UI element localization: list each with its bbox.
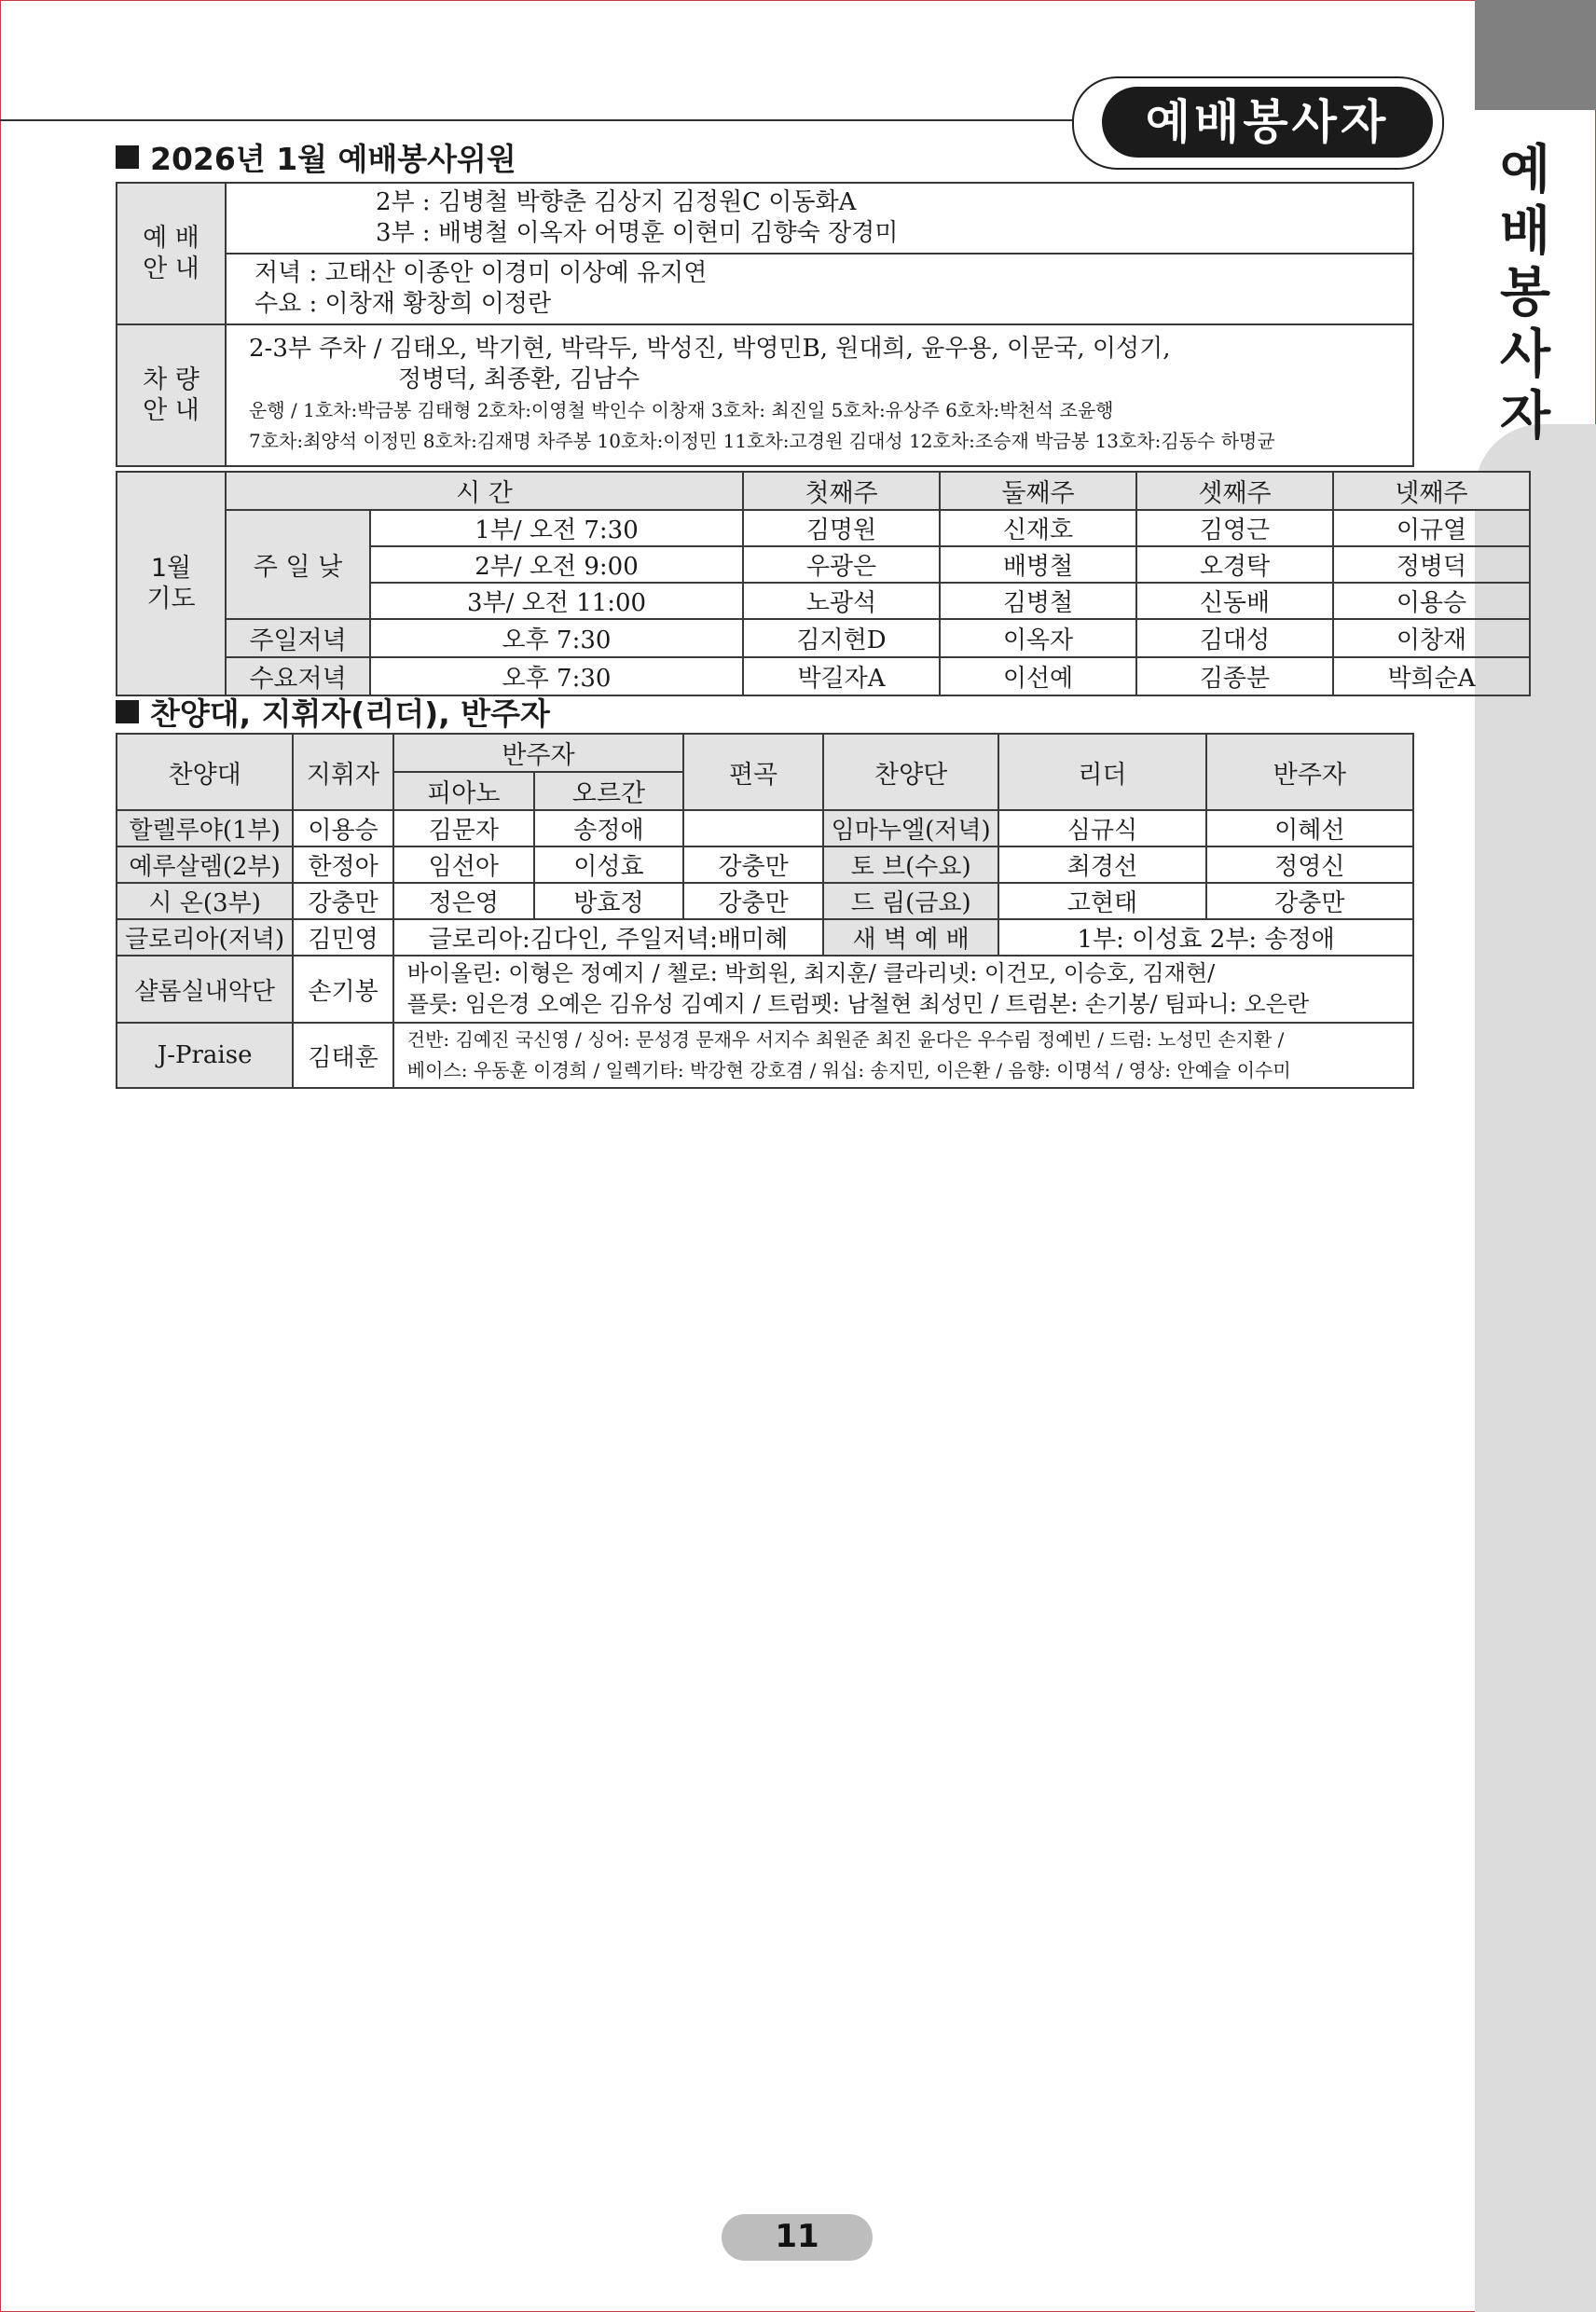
side-tab-char: 봉 — [1499, 263, 1551, 323]
parking-line: 정병덕, 최종환, 김남수 — [398, 365, 640, 393]
side-tab-label — [1488, 140, 1562, 447]
dawn-service-accompanists: 1부: 이성효 2부: 송정애 — [998, 919, 1413, 956]
prayer-name: 김종분 — [1136, 657, 1333, 695]
piano-name: 정은영 — [393, 883, 534, 919]
operation-line: 7호차:최양석 이정민 8호차:김재명 차주봉 10호차:이정민 11호차:고경원 김대성 12호차:조승재 박금봉 13호차:김동수 하명균 — [249, 430, 1275, 452]
prayer-time: 오후 7:30 — [370, 657, 743, 695]
side-tab-char: 예 — [1499, 140, 1551, 200]
prayer-header-week3: 셋째주 — [1136, 472, 1333, 510]
parking-line: 2-3부 주차 / 김태오, 박기현, 박락두, 박성진, 박영민B, 원대희, 윤우용, 이문국, 이성기, — [249, 335, 1171, 363]
header-accompanist: 반주자 — [393, 734, 683, 772]
prayer-header-week2: 둘째주 — [940, 472, 1136, 510]
choir-name: 시 온(3부) — [117, 883, 293, 919]
header-conductor: 지휘자 — [293, 734, 393, 810]
section-title: 2026년 1월 예배봉사위원 — [150, 141, 516, 177]
page-number-badge — [722, 2214, 873, 2261]
prayer-name: 김지현D — [743, 619, 940, 657]
choir-name: 예루살렘(2부) — [117, 846, 293, 883]
page-title: 예배봉사자 — [1102, 87, 1433, 158]
worship-vehicle-table — [116, 182, 1414, 467]
prayer-name: 우광은 — [743, 546, 940, 583]
side-tab-char: 사 — [1499, 324, 1551, 385]
conductor-name: 강충만 — [293, 883, 393, 919]
prayer-table — [116, 471, 1531, 696]
arranger-name: 강충만 — [683, 846, 823, 883]
prayer-header-time: 시 간 — [226, 472, 743, 510]
table-row — [117, 810, 1413, 846]
jpraise-members: 건반: 김예진 국신영 / 싱어: 문성경 문재우 서지수 최원준 최진 윤다은 우수림 정예빈 / 드럼: 노성민 손지환 / 베이스: 우동훈 이경희 / 일렉기타: 박강현 강호겸 / 워십: 송지민, 이은환 / 음향: 이명석 / 영상: 안예슬 이수미 — [393, 1023, 1413, 1088]
header-arranger: 편곡 — [683, 734, 823, 810]
vehicle-guide-cell — [226, 324, 1413, 466]
operation-line: 운행 / 1호차:박금봉 김태형 2호차:이영철 박인수 이창재 3호차: 최진일 5호차:유상주 6호차:박천석 조윤행 — [249, 399, 1114, 421]
prayer-name: 배병철 — [940, 546, 1136, 583]
arranger-name: 강충만 — [683, 883, 823, 919]
header-team-accompanist: 반주자 — [1206, 734, 1413, 810]
prayer-name: 김영근 — [1136, 510, 1333, 546]
jpraise-name: J-Praise — [117, 1023, 293, 1088]
prayer-name: 오경탁 — [1136, 546, 1333, 583]
arranger-name — [683, 810, 823, 846]
side-tab-strip — [1475, 424, 1596, 2312]
page-number: 11 — [775, 2218, 819, 2255]
conductor-name: 김민영 — [293, 919, 393, 956]
team-accompanist-name: 이혜선 — [1206, 810, 1413, 846]
section-title: 찬양대, 지휘자(리더), 반주자 — [150, 695, 550, 732]
table-row — [117, 883, 1413, 919]
evening-staff: 저녁 : 고태산 이종안 이경미 이상예 유지연 — [255, 259, 708, 287]
praise-team-name: 토 브(수요) — [823, 846, 998, 883]
header-piano: 피아노 — [393, 772, 534, 810]
jpraise-leader: 김태훈 — [293, 1023, 393, 1088]
bullet-square-icon — [116, 700, 139, 723]
prayer-name: 이옥자 — [940, 619, 1136, 657]
vehicle-guide-label: 차 량 안 내 — [117, 324, 226, 466]
prayer-name: 박희순A — [1333, 657, 1530, 695]
leader-name: 심규식 — [998, 810, 1205, 846]
piano-name: 김문자 — [393, 810, 534, 846]
leader-name: 최경선 — [998, 846, 1205, 883]
table-row — [117, 956, 1413, 1023]
table-row — [117, 510, 1530, 546]
prayer-name: 이선예 — [940, 657, 1136, 695]
side-tab-char: 배 — [1499, 201, 1551, 262]
gloria-accompanists: 글로리아:김다인, 주일저녁:배미혜 — [393, 919, 823, 956]
prayer-time: 1부/ 오전 7:30 — [370, 510, 743, 546]
bullet-square-icon — [116, 145, 139, 169]
prayer-name: 신재호 — [940, 510, 1136, 546]
chamber-members: 바이올린: 이형은 정예지 / 첼로: 박희원, 최지훈/ 클라리넷: 이건모, 이승호, 김재현/ 플룻: 임은경 오예은 김유성 김예지 / 트럼펫: 남철현 최성민 / 트럼본: 손기봉/ 팀파니: 오은란 — [393, 956, 1413, 1023]
organ-name: 방효정 — [534, 883, 683, 919]
table-row — [117, 619, 1530, 657]
prayer-month-label: 1월 기도 — [117, 472, 226, 695]
side-tab-top — [1475, 0, 1596, 110]
worship-guide-label: 예 배 안 내 — [117, 183, 226, 324]
prayer-header-week4: 넷째주 — [1333, 472, 1530, 510]
section-heading-committee — [116, 135, 516, 179]
chamber-conductor: 손기봉 — [293, 956, 393, 1023]
evening-staff-cell — [226, 254, 1413, 324]
header-organ: 오르간 — [534, 772, 683, 810]
team-accompanist-name: 강충만 — [1206, 883, 1413, 919]
prayer-header-week1: 첫째주 — [743, 472, 940, 510]
leader-name: 고현태 — [998, 883, 1205, 919]
prayer-name: 정병덕 — [1333, 546, 1530, 583]
team-accompanist-name: 정영신 — [1206, 846, 1413, 883]
dawn-service-label: 새 벽 예 배 — [823, 919, 998, 956]
prayer-name: 이창재 — [1333, 619, 1530, 657]
sunday-day-label: 주 일 낮 — [226, 510, 370, 619]
prayer-row-label: 수요저녁 — [226, 657, 370, 695]
conductor-name: 이용승 — [293, 810, 393, 846]
prayer-name: 김명원 — [743, 510, 940, 546]
chamber-ensemble-name: 샬롬실내악단 — [117, 956, 293, 1023]
prayer-time: 오후 7:30 — [370, 619, 743, 657]
service-staff-cell — [226, 183, 1413, 254]
header-leader: 리더 — [998, 734, 1205, 810]
prayer-name: 김병철 — [940, 583, 1136, 619]
prayer-row-label: 주일저녁 — [226, 619, 370, 657]
table-row — [117, 919, 1413, 956]
wednesday-staff: 수요 : 이창재 황창희 이정란 — [255, 290, 552, 318]
prayer-time: 3부/ 오전 11:00 — [370, 583, 743, 619]
prayer-name: 박길자A — [743, 657, 940, 695]
prayer-name: 신동배 — [1136, 583, 1333, 619]
organ-name: 송정애 — [534, 810, 683, 846]
header-praise-team: 찬양단 — [823, 734, 998, 810]
table-row — [117, 1023, 1413, 1088]
prayer-name: 이규열 — [1333, 510, 1530, 546]
table-row — [117, 846, 1413, 883]
praise-team-name: 드 림(금요) — [823, 883, 998, 919]
piano-name: 임선아 — [393, 846, 534, 883]
section-heading-choir — [116, 690, 550, 734]
side-tab-char: 자 — [1499, 386, 1551, 447]
choir-name: 글로리아(저녁) — [117, 919, 293, 956]
prayer-name: 이용승 — [1333, 583, 1530, 619]
header-choir: 찬양대 — [117, 734, 293, 810]
header-rule — [0, 119, 1091, 121]
praise-team-name: 임마누엘(저녁) — [823, 810, 998, 846]
prayer-time: 2부/ 오전 9:00 — [370, 546, 743, 583]
service-2-staff: 2부 : 김병철 박향춘 김상지 김정원C 이동화A — [376, 188, 857, 216]
choir-table — [116, 733, 1414, 1089]
organ-name: 이성효 — [534, 846, 683, 883]
service-3-staff: 3부 : 배병철 이옥자 어명훈 이현미 김향숙 장경미 — [376, 219, 899, 247]
prayer-name: 김대성 — [1136, 619, 1333, 657]
prayer-name: 노광석 — [743, 583, 940, 619]
choir-name: 할렐루야(1부) — [117, 810, 293, 846]
conductor-name: 한정아 — [293, 846, 393, 883]
